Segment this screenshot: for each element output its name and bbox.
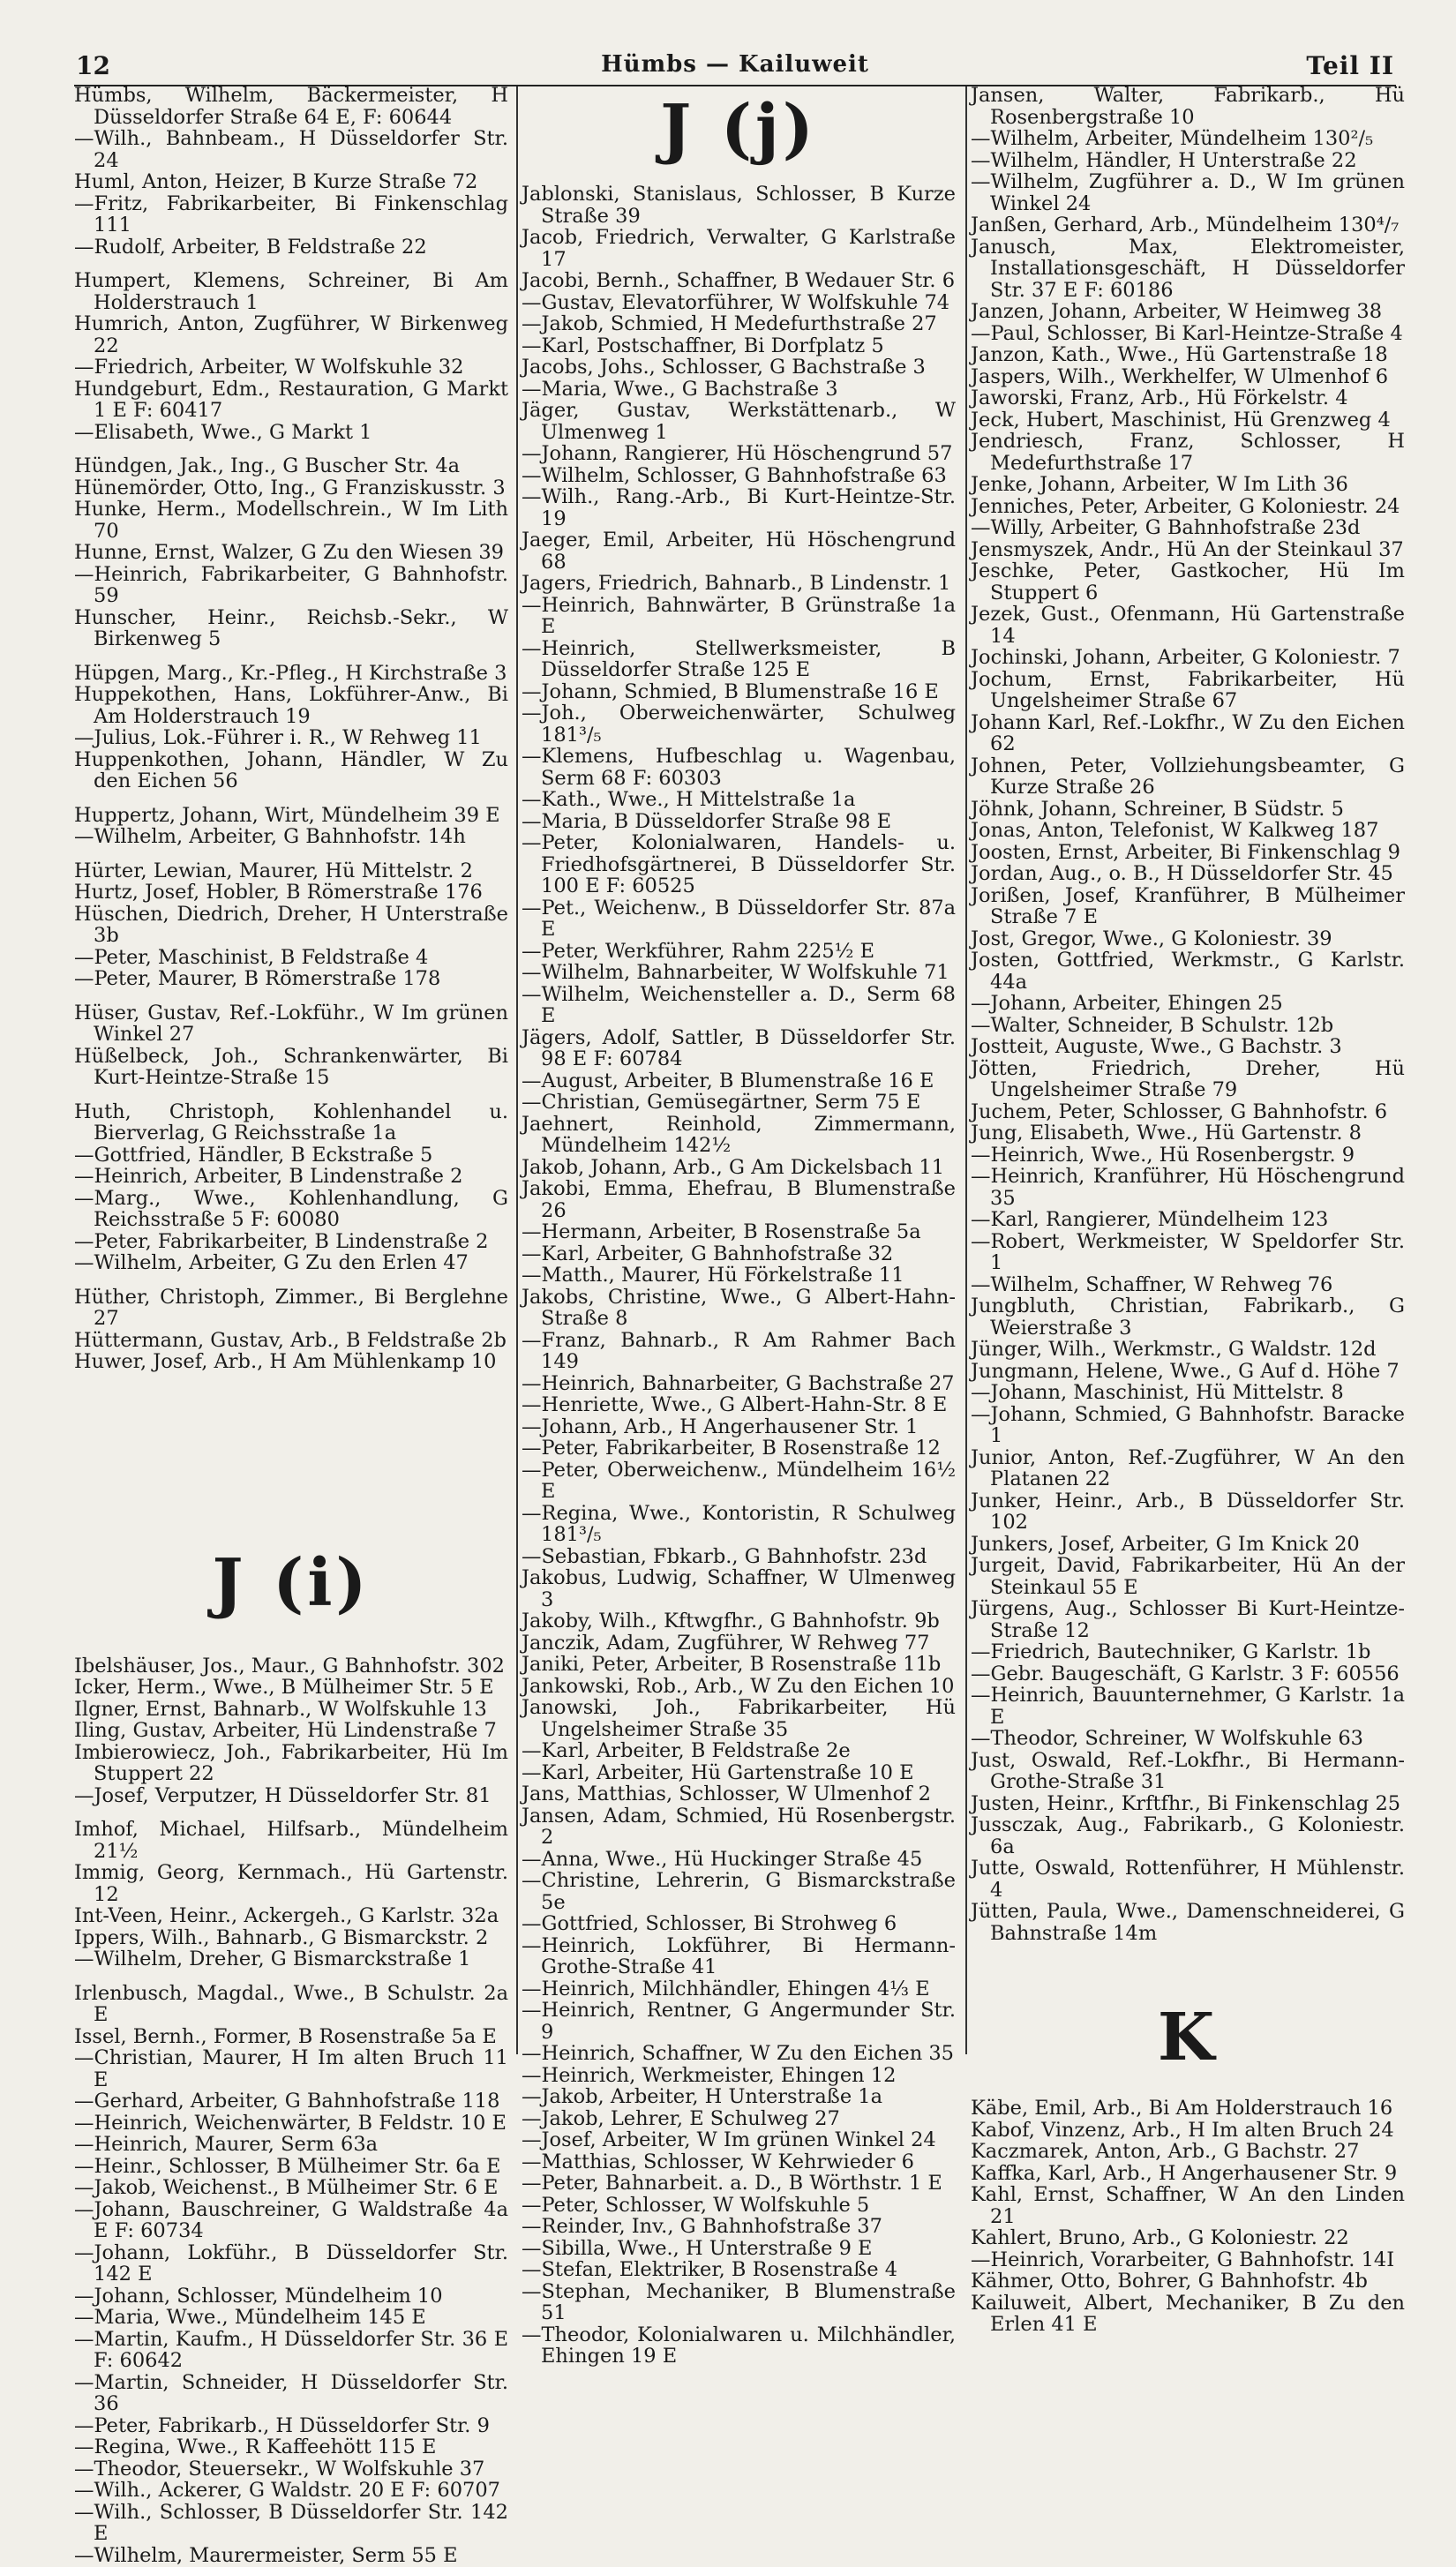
directory-entry: Jussczak, Aug., Fabrikarb., G Koloniestr. 6a — [971, 1813, 1405, 1858]
directory-entry: Jung, Elisabeth, Wwe., Hü Gartenstr. 8 — [971, 1122, 1362, 1145]
directory-entry: —Karl, Arbeiter, G Bahnhofstraße 32 — [522, 1242, 894, 1265]
directory-entry: Ibelshäuser, Jos., Maur., G Bahnhofstr. 302 — [74, 1654, 505, 1678]
directory-entry: Jonas, Anton, Telefonist, W Kalkweg 187 — [971, 819, 1379, 842]
directory-entry: —Wilh., Ackerer, G Waldstr. 20 E F: 60707 — [74, 2479, 500, 2502]
directory-entry: —Robert, Werkmeister, W Speldorfer Str. 1 — [971, 1229, 1405, 1274]
directory-entry: Irlenbusch, Magdal., Wwe., B Schulstr. 2a E — [74, 1981, 508, 2026]
entry-gap — [74, 1089, 508, 1101]
section-letter: K — [1157, 2000, 1219, 2075]
directory-entry: —August, Arbeiter, B Blumenstraße 16 E — [522, 1069, 934, 1092]
directory-entry: —Peter, Fabrikarbeiter, B Rosenstraße 12 — [522, 1437, 941, 1460]
directory-entry: —Heinrich, Vorarbeiter, G Bahnhofstr. 14I — [971, 2248, 1395, 2271]
directory-entry: Int-Veen, Heinr., Ackergeh., G Karlstr. 32a — [74, 1904, 499, 1927]
directory-entry: Jeschke, Peter, Gastkocher, Hü Im Stuppert 6 — [971, 559, 1405, 604]
column-2 — [522, 85, 956, 2368]
directory-entry: Jötten, Friedrich, Dreher, Hü Ungelsheimer Straße 79 — [971, 1056, 1405, 1101]
directory-entry: —Wilhelm, Weichensteller a. D., Serm 68 E — [522, 982, 956, 1027]
column-3 — [971, 85, 1405, 2336]
page-number: 12 — [76, 51, 110, 80]
directory-entry: Junkers, Josef, Arbeiter, G Im Knick 20 — [971, 1532, 1360, 1556]
directory-entry: —Josef, Verputzer, H Düsseldorfer Str. 81 — [74, 1783, 492, 1807]
directory-entry: —Peter, Schlosser, W Wolfskuhle 5 — [522, 2193, 870, 2217]
directory-entry: Junker, Heinr., Arb., B Düsseldorfer Str. 102 — [971, 1489, 1405, 1534]
directory-entry: Kaffka, Karl, Arb., H Angerhausener Str. 9 — [971, 2161, 1398, 2185]
directory-entry: Jägers, Adolf, Sattler, B Düsseldorfer Str. 98 E F: 60784 — [522, 1025, 956, 1070]
directory-entry: Janczik, Adam, Zugführer, W Rehweg 77 — [522, 1631, 930, 1655]
directory-entry: Jorißen, Josef, Kranführer, B Mülheimer Straße 7 E — [971, 883, 1405, 928]
directory-entry: Iling, Gustav, Arbeiter, Hü Lindenstraße 7 — [74, 1719, 497, 1742]
directory-entry: —Wilhelm, Schlosser, G Bahnhofstraße 63 — [522, 463, 947, 487]
directory-entry: —Wilhelm, Dreher, G Bismarckstraße 1 — [74, 1948, 471, 1970]
directory-entry: Janowski, Joh., Fabrikarbeiter, Hü Ungelsheimer Straße 35 — [522, 1696, 956, 1741]
directory-entry: —Heinrich, Arbeiter, B Lindenstraße 2 — [74, 1165, 463, 1188]
directory-entry: —Wilhelm, Bahnarbeiter, W Wolfskuhle 71 — [522, 961, 949, 984]
directory-entry: Hunscher, Heinr., Reichsb.-Sekr., W Birkenweg 5 — [74, 605, 508, 650]
directory-entry: Jutte, Oswald, Rottenführer, H Mühlenstr. 4 — [971, 1857, 1405, 1902]
directory-entry: —Stephan, Mechaniker, B Blumenstraße 51 — [522, 2279, 956, 2324]
directory-entry: —Willy, Arbeiter, G Bahnhofstraße 23d — [971, 516, 1361, 539]
column-1 — [74, 85, 508, 2566]
column-divider — [965, 86, 967, 2054]
directory-entry: —Wilh., Bahnbeam., H Düsseldorfer Str. 24 — [74, 127, 508, 172]
directory-entry: —Johann, Arb., H Angerhausener Str. 1 — [522, 1415, 919, 1438]
directory-entry: —Peter, Maschinist, B Feldstraße 4 — [74, 945, 429, 969]
directory-entry: Janusch, Max, Elektromeister, Installationsgeschäft, H Düsseldorfer Str. 37 E F: 60186 — [971, 235, 1405, 302]
directory-entry: Kailuweit, Albert, Mechaniker, B Zu den Erlen 41 E — [971, 2291, 1405, 2336]
directory-entry: —Peter, Oberweichenw., Mündelheim 16½ E — [522, 1458, 956, 1503]
directory-entry: Jenniches, Peter, Arbeiter, G Koloniestr. 24 — [971, 494, 1400, 518]
directory-entry: Kahlert, Bruno, Arb., G Koloniestr. 22 — [971, 2226, 1349, 2249]
directory-entry: Imhof, Michael, Hilfsarb., Mündelheim 21½ — [74, 1818, 508, 1863]
directory-entry: Hüther, Christoph, Zimmer., Bi Berglehne 27 — [74, 1285, 508, 1330]
entry-gap — [74, 650, 508, 663]
directory-entry: Hünemörder, Otto, Ing., G Franziskusstr. 3 — [74, 476, 506, 499]
directory-entry: —Johann, Rangierer, Hü Höschengrund 57 — [522, 442, 953, 465]
directory-entry: Kähmer, Otto, Bohrer, G Bahnhofstr. 4b — [971, 2270, 1368, 2293]
directory-entry: Hurtz, Josef, Hobler, B Römerstraße 176 — [74, 881, 483, 904]
directory-entry: —Johann, Maschinist, Hü Mittelstr. 8 — [971, 1381, 1344, 1404]
directory-entry: Jütten, Paula, Wwe., Damenschneiderei, G Bahnstraße 14m — [971, 1900, 1405, 1945]
directory-entry: Jöhnk, Johann, Schreiner, B Südstr. 5 — [971, 797, 1344, 821]
directory-entry: Humrich, Anton, Zugführer, W Birkenweg 22 — [74, 312, 508, 357]
directory-entry: Huth, Christoph, Kohlenhandel u. Bierverlag, G Reichsstraße 1a — [74, 1100, 508, 1145]
directory-entry: —Walter, Schneider, B Schulstr. 12b — [971, 1013, 1334, 1037]
directory-entry: —Karl, Postschaffner, Bi Dorfplatz 5 — [522, 334, 884, 357]
directory-entry: —Theodor, Schreiner, W Wolfskuhle 63 — [971, 1727, 1363, 1750]
directory-entry: —Martin, Kaufm., H Düsseldorfer Str. 36 E F: 60642 — [74, 2327, 508, 2372]
directory-entry: —Pet., Weichenw., B Düsseldorfer Str. 87a E — [522, 896, 956, 941]
directory-entry: —Sibilla, Wwe., H Unterstraße 9 E — [522, 2236, 873, 2260]
directory-entry: Hümbs, Wilhelm, Bäckermeister, H Düsseldorfer Straße 64 E, F: 60644 — [74, 84, 508, 129]
directory-entry: —Wilhelm, Arbeiter, G Zu den Erlen 47 — [74, 1251, 469, 1274]
directory-entry: Jablonski, Stanislaus, Schlosser, B Kurze Straße 39 — [522, 183, 956, 228]
directory-entry: —Gebr. Baugeschäft, G Karlstr. 3 F: 60556 — [971, 1662, 1400, 1685]
directory-entry: Icker, Herm., Wwe., B Mülheimer Str. 5 E — [74, 1676, 494, 1699]
directory-entry: Humpert, Klemens, Schreiner, Bi Am Holderstrauch 1 — [74, 269, 508, 314]
directory-entry: Josten, Gottfried, Werkmstr., G Karlstr. 44a — [971, 949, 1405, 994]
directory-entry: —Heinrich, Weichenwärter, B Feldstr. 10 E — [74, 2111, 507, 2135]
directory-entry: —Jakob, Arbeiter, H Unterstraße 1a — [522, 2085, 883, 2108]
directory-entry: —Jakob, Weichenst., B Mülheimer Str. 6 E — [74, 2176, 499, 2199]
directory-entry: Jungmann, Helene, Wwe., G Auf d. Höhe 7 — [971, 1359, 1400, 1383]
directory-entry: Jost, Gregor, Wwe., G Koloniestr. 39 — [971, 927, 1332, 950]
directory-entry: —Christian, Gemüsegärtner, Serm 75 E — [522, 1091, 921, 1114]
directory-entry: Hüschen, Diedrich, Dreher, H Unterstraße 3b — [74, 902, 508, 947]
directory-entry: —Maria, Wwe., Mündelheim 145 E — [74, 2306, 426, 2329]
directory-entry: —Gottfried, Schlosser, Bi Strohweg 6 — [522, 1912, 897, 1935]
directory-entry: —Wilhelm, Händler, H Unterstraße 22 — [971, 148, 1357, 172]
directory-entry: —Regina, Wwe., Kontoristin, R Schulweg 181³/₅ — [522, 1501, 956, 1546]
directory-entry: Jakobi, Emma, Ehefrau, B Blumenstraße 26 — [522, 1177, 956, 1222]
directory-entry: —Martin, Schneider, H Düsseldorfer Str. 36 — [74, 2370, 508, 2415]
directory-entry: —Wilhelm, Schaffner, W Rehweg 76 — [971, 1272, 1333, 1296]
directory-entry: —Johann, Schmied, B Blumenstraße 16 E — [522, 679, 939, 703]
directory-entry: Issel, Bernh., Former, B Rosenstraße 5a E — [74, 2024, 497, 2048]
directory-entry: —Karl, Rangierer, Mündelheim 123 — [971, 1208, 1329, 1231]
directory-entry: —Heinrich, Stellwerksmeister, B Düsseldorfer Straße 125 E — [522, 636, 956, 681]
directory-entry: Jakoby, Wilh., Kftwgfhr., G Bahnhofstr. 9b — [522, 1610, 940, 1633]
directory-entry: Janzon, Kath., Wwe., Hü Gartenstraße 18 — [971, 343, 1388, 366]
directory-entry: Jaspers, Wilh., Werkhelfer, W Ulmenhof 6 — [971, 364, 1389, 388]
directory-entry: —Maria, Wwe., G Bachstraße 3 — [522, 377, 838, 401]
entry-gap — [74, 990, 508, 1002]
directory-entry: —Anna, Wwe., Hü Huckinger Straße 45 — [522, 1847, 923, 1871]
directory-entry: —Jakob, Schmied, H Medefurthstraße 27 — [522, 312, 937, 335]
directory-entry: —Stefan, Elektriker, B Rosenstraße 4 — [522, 2258, 898, 2281]
directory-entry: Hüser, Gustav, Ref.-Lokführ., W Im grünen Winkel 27 — [74, 1001, 508, 1046]
directory-entry: —Heinrich, Fabrikarbeiter, G Bahnhofstr. 59 — [74, 562, 508, 607]
directory-entry: Jansen, Adam, Schmied, Hü Rosenbergstr. 2 — [522, 1804, 956, 1849]
directory-entry: Huppekothen, Hans, Lokführer-Anw., Bi Am Holderstrauch 19 — [74, 683, 508, 728]
directory-entry: —Regina, Wwe., R Kaffeehött 115 E — [74, 2436, 437, 2458]
directory-entry: —Rudolf, Arbeiter, B Feldstraße 22 — [74, 235, 427, 259]
directory-entry: Jochum, Ernst, Fabrikarbeiter, Hü Ungelsheimer Straße 67 — [971, 667, 1405, 712]
entry-gap — [74, 792, 508, 805]
directory-entry: Johann Karl, Ref.-Lokfhr., W Zu den Eichen 62 — [971, 710, 1405, 755]
page-title: Hümbs — Kailuweit — [601, 51, 869, 78]
directory-entry: Huppenkothen, Johann, Händler, W Zu den Eichen 56 — [74, 747, 508, 792]
directory-entry: —Peter, Fabrikarbeiter, B Lindenstraße 2 — [74, 1229, 489, 1253]
directory-entry: Imbierowiecz, Joh., Fabrikarbeiter, Hü Im Stuppert 22 — [74, 1740, 508, 1785]
directory-entry: —Johann, Lokführ., B Düsseldorfer Str. 142 E — [74, 2240, 508, 2286]
directory-entry: Justen, Heinr., Krftfhr., Bi Finkenschlag 25 — [971, 1791, 1401, 1815]
directory-entry: —Heinrich, Bahnwärter, B Grünstraße 1a E — [522, 593, 956, 638]
section-letter: J (j) — [660, 91, 817, 167]
directory-entry: Jaworski, Franz, Arb., Hü Förkelstr. 4 — [971, 387, 1348, 409]
directory-entry: —Gustav, Elevatorführer, W Wolfskuhle 74 — [522, 290, 950, 314]
directory-entry: Jaehnert, Reinhold, Zimmermann, Mündelheim 142½ — [522, 1112, 956, 1157]
directory-entry: Hüpgen, Marg., Kr.-Pfleg., H Kirchstraße 3 — [74, 661, 507, 685]
directory-entry: —Johann, Schmied, G Bahnhofstr. Baracke 1 — [971, 1402, 1405, 1447]
entry-gap — [74, 848, 508, 860]
directory-entry: Jurgeit, David, Fabrikarbeiter, Hü An der Steinkaul 55 E — [971, 1554, 1405, 1599]
directory-entry: —Marg., Wwe., Kohlenhandlung, G Reichsstraße 5 F: 60080 — [74, 1186, 508, 1231]
directory-entry: Ippers, Wilh., Bahnarb., G Bismarckstr. 2 — [74, 1925, 489, 1949]
directory-entry: —Reinder, Inv., G Bahnhofstraße 37 — [522, 2215, 882, 2238]
page-part: Teil II — [1306, 51, 1394, 80]
directory-entry: Hürter, Lewian, Maurer, Hü Mittelstr. 2 — [74, 859, 473, 882]
directory-entry: —Gerhard, Arbeiter, G Bahnhofstraße 118 — [74, 2090, 500, 2113]
column-divider — [516, 86, 518, 2054]
directory-entry: Hüßelbeck, Joh., Schrankenwärter, Bi Kurt-Heintze-Straße 15 — [74, 1044, 508, 1089]
directory-entry: —Peter, Kolonialwaren, Handels- u. Friedhofsgärtnerei, B Düsseldorfer Str. 100 E F: 60525 — [522, 831, 956, 897]
directory-entry: —Matthias, Schlosser, W Kehrwieder 6 — [522, 2150, 914, 2173]
directory-entry: —Matth., Maurer, Hü Förkelstraße 11 — [522, 1264, 904, 1287]
directory-entry: —Heinrich, Wwe., Hü Rosenbergstr. 9 — [971, 1143, 1355, 1167]
directory-entry: Kahl, Ernst, Schaffner, W An den Linden 21 — [971, 2183, 1405, 2228]
entry-gap — [74, 443, 508, 455]
directory-entry: Jensmyszek, Andr., Hü An der Steinkaul 37 — [971, 537, 1404, 561]
directory-entry: —Gottfried, Händler, B Eckstraße 5 — [74, 1143, 433, 1167]
directory-entry: Jankowski, Rob., Arb., W Zu den Eichen 10 — [522, 1674, 955, 1698]
directory-entry: —Peter, Fabrikarb., H Düsseldorfer Str. 9 — [74, 2413, 490, 2437]
directory-entry: Jostteit, Auguste, Wwe., G Bachstr. 3 — [971, 1035, 1342, 1058]
directory-entry: —Josef, Arbeiter, W Im grünen Winkel 24 — [522, 2128, 936, 2151]
directory-entry: —Johann, Schlosser, Mündelheim 10 — [74, 2284, 443, 2308]
directory-entry: Hundgeburt, Edm., Restauration, G Markt 1 E F: 60417 — [74, 377, 508, 422]
entry-gap — [74, 1970, 508, 1983]
directory-entry: —Wilhelm, Zugführer a. D., W Im grünen Winkel 24 — [971, 170, 1405, 215]
directory-entry: —Wilhelm, Maurermeister, Serm 55 E — [74, 2543, 458, 2567]
directory-entry: Hunne, Ernst, Walzer, G Zu den Wiesen 39 — [74, 541, 504, 564]
directory-entry: —Jakob, Lehrer, E Schulweg 27 — [522, 2106, 840, 2130]
directory-entry: —Franz, Bahnarb., R Am Rahmer Bach 149 — [522, 1328, 956, 1373]
directory-entry: Juchem, Peter, Schlosser, G Bahnhofstr. 6 — [971, 1100, 1388, 1123]
directory-entry: Immig, Georg, Kernmach., Hü Gartenstr. 12 — [74, 1861, 508, 1906]
directory-entry: —Henriette, Wwe., G Albert-Hahn-Str. 8 E — [522, 1393, 948, 1416]
directory-entry: Jansen, Walter, Fabrikarb., Hü Rosenbergstraße 10 — [971, 84, 1405, 129]
directory-entry: —Wilhelm, Arbeiter, Mündelheim 130²/₅ — [971, 127, 1374, 150]
page-header — [76, 51, 1394, 86]
directory-entry: —Friedrich, Arbeiter, W Wolfskuhle 32 — [74, 356, 464, 379]
directory-entry: —Heinrich, Maurer, Serm 63a — [74, 2133, 379, 2156]
directory-entry: —Paul, Schlosser, Bi Karl-Heintze-Straße 4 — [971, 321, 1403, 345]
directory-entry: —Heinrich, Bauunternehmer, G Karlstr. 1a E — [971, 1684, 1405, 1729]
directory-entry: Huwer, Josef, Arb., H Am Mühlenkamp 10 — [74, 1350, 497, 1373]
directory-entry: Jürgens, Aug., Schlosser Bi Kurt-Heintze-Straße 12 — [971, 1597, 1405, 1642]
entry-gap — [74, 1274, 508, 1287]
directory-entry: Huml, Anton, Heizer, B Kurze Straße 72 — [74, 170, 478, 193]
directory-entry: —Heinrich, Werkmeister, Ehingen 12 — [522, 2063, 897, 2087]
directory-entry: Jochinski, Johann, Arbeiter, G Koloniestr. 7 — [971, 646, 1400, 669]
directory-entry: Jünger, Wilh., Werkmstr., G Waldstr. 12d — [971, 1338, 1377, 1361]
directory-entry: Jezek, Gust., Ofenmann, Hü Gartenstraße 14 — [971, 603, 1405, 648]
directory-entry: —Theodor, Kolonialwaren u. Milchhändler, Ehingen 19 E — [522, 2323, 956, 2368]
entry-gap — [74, 258, 508, 270]
directory-entry: —Fritz, Fabrikarbeiter, Bi Finkenschlag 111 — [74, 191, 508, 236]
entry-gap — [74, 1806, 508, 1819]
directory-entry: Hündgen, Jak., Ing., G Buscher Str. 4a — [74, 454, 461, 477]
directory-entry: —Friedrich, Bautechniker, G Karlstr. 1b — [971, 1640, 1371, 1663]
directory-entry: Ilgner, Ernst, Bahnarb., W Wolfskuhle 13 — [74, 1697, 487, 1721]
directory-entry: Jendriesch, Franz, Schlosser, H Medefurthstraße 17 — [971, 430, 1405, 475]
directory-entry: Hunke, Herm., Modellschrein., W Im Lith 70 — [74, 498, 508, 543]
directory-entry: Jungbluth, Christian, Fabrikarb., G Weierstraße 3 — [971, 1295, 1405, 1340]
directory-entry: Johnen, Peter, Vollziehungsbeamter, G Kurze Straße 26 — [971, 754, 1405, 799]
directory-entry: —Johann, Arbeiter, Ehingen 25 — [971, 992, 1283, 1015]
directory-entry: Janiki, Peter, Arbeiter, B Rosenstraße 11b — [522, 1653, 942, 1676]
directory-entry: —Heinr., Schlosser, B Mülheimer Str. 6a E — [74, 2154, 501, 2178]
directory-entry: —Wilh., Rang.-Arb., Bi Kurt-Heintze-Str. 19 — [522, 485, 956, 530]
directory-entry: —Johann, Bauschreiner, G Waldstraße 4a E F: 60734 — [74, 2197, 508, 2242]
directory-entry: Jakob, Johann, Arb., G Am Dickelsbach 11 — [522, 1155, 945, 1179]
directory-entry: Jeck, Hubert, Maschinist, Hü Grenzweg 4 — [971, 408, 1391, 432]
directory-entry: Jakobs, Christine, Wwe., G Albert-Hahn-Straße 8 — [522, 1285, 956, 1330]
directory-entry: —Joh., Oberweichenwärter, Schulweg 181³/₅ — [522, 702, 956, 747]
directory-entry: Jans, Matthias, Schlosser, W Ulmenhof 2 — [522, 1783, 931, 1805]
directory-entry: —Christine, Lehrerin, G Bismarckstraße 5e — [522, 1869, 956, 1914]
directory-entry: —Heinrich, Milchhändler, Ehingen 4⅓ E — [522, 1977, 930, 2000]
directory-entry: Joosten, Ernst, Arbeiter, Bi Finkenschlag 9 — [971, 840, 1400, 864]
directory-entry: Jäger, Gustav, Werkstättenarb., W Ulmenweg 1 — [522, 399, 956, 444]
directory-entry: Jacobi, Bernh., Schaffner, B Wedauer Str. 6 — [522, 269, 956, 292]
directory-entry: Junior, Anton, Ref.-Zugführer, W An den Platanen 22 — [971, 1445, 1405, 1490]
directory-entry: —Christian, Maurer, H Im alten Bruch 11 E — [74, 2046, 508, 2091]
directory-entry: —Elisabeth, Wwe., G Markt 1 — [74, 420, 372, 444]
directory-entry: —Heinrich, Schaffner, W Zu den Eichen 35 — [522, 2042, 954, 2065]
directory-entry: Janßen, Gerhard, Arb., Mündelheim 130⁴/₇ — [971, 214, 1400, 236]
directory-entry: Huppertz, Johann, Wirt, Mündelheim 39 E — [74, 803, 500, 827]
directory-entry: —Heinrich, Rentner, G Angermunder Str. 9 — [522, 1999, 956, 2044]
directory-entry: Jordan, Aug., o. B., H Düsseldorfer Str. 45 — [971, 862, 1393, 885]
directory-entry: —Sebastian, Fbkarb., G Bahnhofstr. 23d — [522, 1544, 927, 1568]
directory-entry: Just, Oswald, Ref.-Lokfhr., Bi Hermann-Grothe-Straße 31 — [971, 1748, 1405, 1793]
section-letter: J (i) — [212, 1544, 371, 1621]
directory-entry: —Peter, Bahnarbeit. a. D., B Wörthstr. 1 E — [522, 2172, 942, 2195]
directory-entry: —Wilhelm, Arbeiter, G Bahnhofstr. 14h — [74, 825, 466, 848]
directory-entry: —Theodor, Steuersekr., W Wolfskuhle 37 — [74, 2457, 485, 2481]
directory-entry: Hüttermann, Gustav, Arb., B Feldstraße 2b — [74, 1328, 507, 1352]
directory-entry: —Maria, B Düsseldorfer Straße 98 E — [522, 809, 892, 833]
directory-entry: —Heinrich, Lokführer, Bi Hermann-Grothe-Straße 41 — [522, 1933, 956, 1978]
directory-entry: —Wilh., Schlosser, B Düsseldorfer Str. 142 E — [74, 2500, 508, 2545]
directory-entry: —Hermann, Arbeiter, B Rosenstraße 5a — [522, 1220, 921, 1243]
directory-entry: Jagers, Friedrich, Bahnarb., B Lindenstr. 1 — [522, 572, 951, 595]
directory-entry: —Karl, Arbeiter, Hü Gartenstraße 10 E — [522, 1760, 914, 1784]
directory-entry: —Peter, Maurer, B Römerstraße 178 — [74, 967, 441, 990]
directory-entry: Jacob, Friedrich, Verwalter, G Karlstraße 17 — [522, 226, 956, 271]
directory-entry: —Peter, Werkführer, Rahm 225½ E — [522, 939, 875, 963]
directory-entry: Käbe, Emil, Arb., Bi Am Holderstrauch 16 — [971, 2097, 1393, 2120]
directory-entry: Kabof, Vinzenz, Arb., H Im alten Bruch 24 — [971, 2118, 1394, 2142]
directory-entry: —Heinrich, Kranführer, Hü Höschengrund 35 — [971, 1165, 1405, 1210]
directory-entry: —Klemens, Hufbeschlag u. Wagenbau, Serm 68 F: 60303 — [522, 745, 956, 790]
directory-entry: Kaczmarek, Anton, Arb., G Bachstr. 27 — [971, 2140, 1360, 2163]
directory-entry: Jacobs, Johs., Schlosser, G Bachstraße 3 — [522, 356, 926, 379]
directory-entry: —Heinrich, Bahnarbeiter, G Bachstraße 27 — [522, 1371, 955, 1395]
directory-entry: Jenke, Johann, Arbeiter, W Im Lith 36 — [971, 473, 1348, 496]
directory-entry: —Julius, Lok.-Führer i. R., W Rehweg 11 — [74, 726, 482, 749]
directory-entry: Jaeger, Emil, Arbeiter, Hü Höschengrund 68 — [522, 529, 956, 574]
directory-entry: Janzen, Johann, Arbeiter, W Heimweg 38 — [971, 300, 1383, 323]
directory-entry: —Kath., Wwe., H Mittelstraße 1a — [522, 788, 856, 811]
directory-entry: Jakobus, Ludwig, Schaffner, W Ulmenweg 3 — [522, 1566, 956, 1611]
directory-entry: —Karl, Arbeiter, B Feldstraße 2e — [522, 1739, 851, 1762]
